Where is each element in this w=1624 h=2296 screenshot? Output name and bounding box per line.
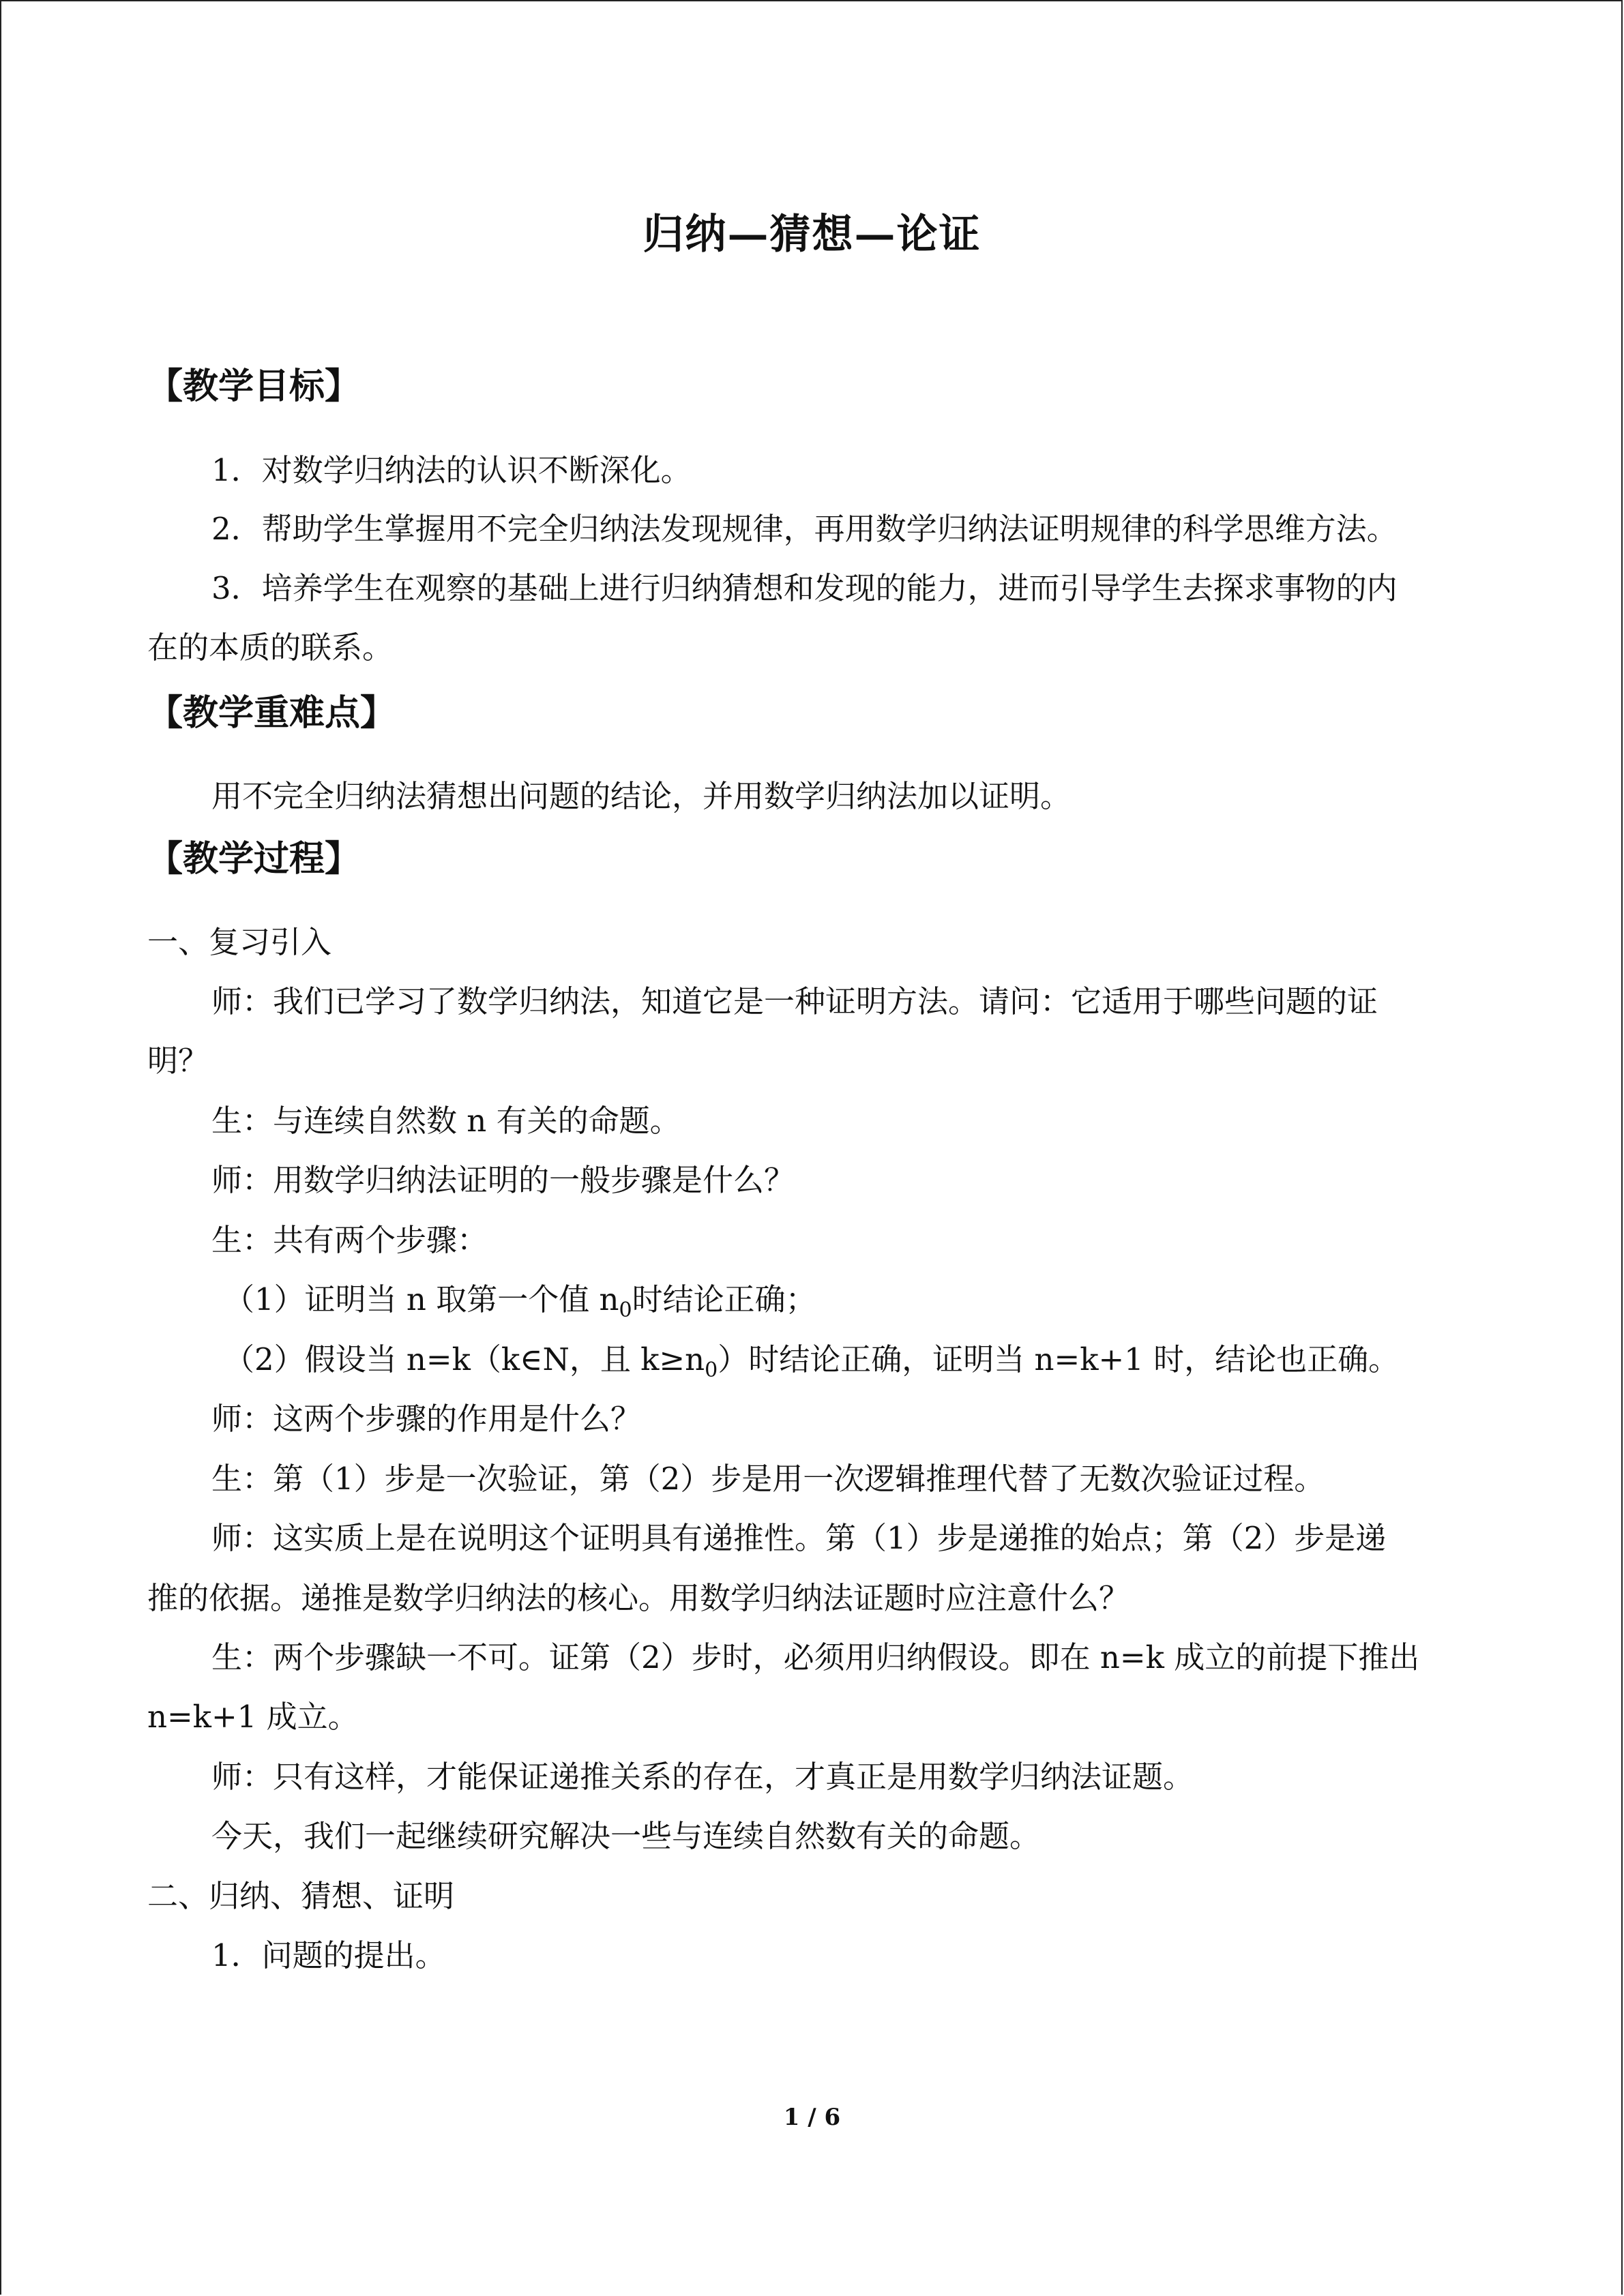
step-1-subscript: 0: [619, 1298, 632, 1322]
dialogue-line: 今天，我们一起继续研究解决一些与连续自然数有关的命题。: [211, 1818, 1041, 1854]
dialogue-line: 明？: [147, 1043, 209, 1079]
dialogue-line: 生：共有两个步骤：: [211, 1222, 488, 1258]
dialogue-line: 师：用数学归纳法证明的一般步骤是什么？: [211, 1162, 795, 1198]
objectives-heading: 【教学目标】: [147, 366, 361, 407]
step-1-text: （1）证明当 n 取第一个值 n: [224, 1281, 619, 1317]
keypoints-heading: 【教学重难点】: [147, 692, 396, 734]
keypoints-text: 用不完全归纳法猜想出问题的结论，并用数学归纳法加以证明。: [211, 778, 1072, 814]
dialogue-line: 生：第（1）步是一次验证，第（2）步是用一次逻辑推理代替了无数次验证过程。: [211, 1461, 1325, 1497]
step-2-text: （2）假设当 n=k（k∈N，且 k≥n: [224, 1341, 705, 1377]
objective-item-3-cont: 在的本质的联系。: [147, 629, 394, 666]
dialogue-line: 生：与连续自然数 n 有关的命题。: [211, 1103, 681, 1139]
dialogue-line: 师：这实质上是在说明这个证明具有递推性。第（1）步是递推的始点；第（2）步是递: [211, 1520, 1387, 1556]
step-1: [224, 1279, 816, 1320]
step-2-text-end: ）时结论正确，证明当 n=k+1 时，结论也正确。: [718, 1341, 1400, 1377]
objective-item-3: 3．培养学生在观察的基础上进行归纳猜想和发现的能力，进而引导学生去探求事物的内: [211, 570, 1398, 606]
dialogue-line: 师：我们已学习了数学归纳法，知道它是一种证明方法。请问：它适用于哪些问题的证: [211, 983, 1378, 1019]
objective-item-2: 2．帮助学生掌握用不完全归纳法发现规律，再用数学归纳法证明规律的科学思维方法。: [211, 511, 1398, 547]
part2-heading: 二、归纳、猜想、证明: [147, 1878, 455, 1914]
dialogue-line: 师：只有这样，才能保证递推关系的存在，才真正是用数学归纳法证题。: [211, 1759, 1194, 1795]
process-heading: 【教学过程】: [147, 838, 361, 880]
part1-heading: 一、复习引入: [147, 924, 332, 960]
step-1-text-end: 时结论正确；: [632, 1281, 816, 1317]
part2-item-1: 1．问题的提出。: [211, 1937, 446, 1973]
dialogue-line: 生：两个步骤缺一不可。证第（2）步时，必须用归纳假设。即在 n=k 成立的前提下推出: [211, 1639, 1420, 1675]
step-2: [224, 1339, 1399, 1380]
dialogue-line: 师：这两个步骤的作用是什么？: [211, 1401, 642, 1437]
objective-item-1: 1．对数学归纳法的认识不断深化。: [211, 452, 692, 488]
dialogue-line: n=k+1 成立。: [147, 1699, 359, 1735]
dialogue-line: 推的依据。递推是数学归纳法的核心。用数学归纳法证题时应注意什么？: [147, 1580, 1130, 1616]
step-2-subscript: 0: [705, 1358, 718, 1382]
document-title: 归纳—猜想—论证: [643, 211, 981, 258]
page-number: 1 / 6: [783, 2104, 841, 2131]
